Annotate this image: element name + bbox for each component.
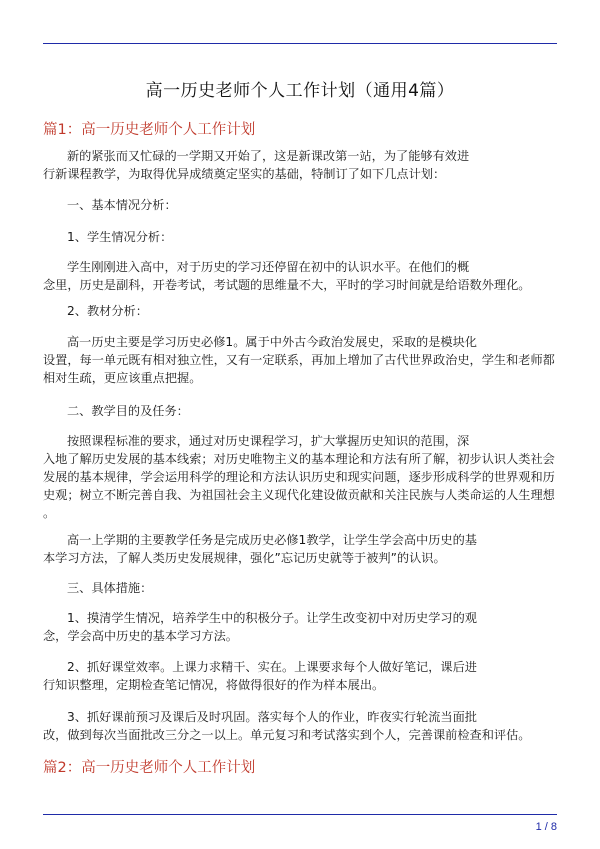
paragraph-tasks [43,531,557,567]
text-line: 念，学会高中历史的基本学习方法。 [43,629,238,643]
text-line: 三、具体措施： [67,581,153,595]
text-line: 高一上学期的主要教学任务是完成历史必修1教学，让学生学会高中历史的基 [67,533,477,547]
paragraph-students [43,258,557,294]
page-indicator: 1 / 8 [535,821,557,833]
heading-goals [43,402,557,420]
paragraph-measure-2 [43,658,557,694]
footer-rule [43,814,557,815]
paragraph-materials [43,333,557,387]
text-line: 本学习方法，了解人类历史发展规律，强化”忘记历史就等于被判”的认识。 [43,551,446,565]
section-1-heading: 篇1：高一历史老师个人工作计划 [43,122,256,138]
document-title: 高一历史老师个人工作计划（通用4篇） [145,81,455,101]
text-line: 2、抓好课堂效率。上课力求精干、实在。上课要求每个人做好笔记，课后进 [67,660,477,674]
text-line: 1、学生情况分析： [67,230,173,244]
text-line: 。 [43,506,56,520]
text-line: 行知识整理，定期检查笔记情况，将做得很好的作为样本展出。 [43,678,385,692]
text-line: 相对生疏，更应该重点把握。 [43,371,202,385]
heading-student-analysis [43,228,557,246]
text-line: 入地了解历史发展的基本线索；对历史唯物主义的基本理论和方法有所了解，初步认识人类社会 [43,452,555,466]
text-line: 发展的基本规律，学会运用科学的理论和方法认识历史和现实问题，逐步形成科学的世界观和历 [43,470,555,484]
text-line: 设置，每一单元既有相对独立性，又有一定联系，再加上增加了古代世界政治史，学生和老师都 [43,353,555,367]
text-line: 3、抓好课前预习及课后及时巩固。落实每个人的作业，昨夜实行轮流当面批 [67,710,477,724]
text-line: 改，做到每次当面批改三分之一以上。单元复习和考试落实到个人，完善课前检查和评估。 [43,728,531,742]
paragraph-measure-1 [43,609,557,645]
heading-measures [43,579,557,597]
heading-basic-analysis [43,196,557,214]
paragraph-intro [43,147,557,183]
text-line: 1、摸清学生情况，培养学生中的积极分子。让学生改变初中对历史学习的观 [67,611,477,625]
text-line: 高一历史主要是学习历史必修1。属于中外古今政治发展史，采取的是模块化 [67,335,477,349]
text-line: 念里，历史是副科，开卷考试，考试题的思维量不大，平时的学习时间就是给语数外理化。 [43,278,531,292]
text-line: 新的紧张而又忙碌的一学期又开始了，这是新课改第一站，为了能够有效进 [67,149,470,163]
section-2-heading: 篇2：高一历史老师个人工作计划 [43,760,256,776]
paragraph-goals [43,432,557,522]
text-line: 行新课程教学，为取得优异成绩奠定坚实的基础，特制订了如下几点计划： [43,167,446,181]
heading-materials-analysis [43,302,557,320]
text-line: 一、基本情况分析： [67,198,177,212]
header-rule [43,43,557,44]
text-line: 史观；树立不断完善自我、为祖国社会主义现代化建设做贡献和关注民族与人类命运的人生理想 [43,488,555,502]
text-line: 二、教学目的及任务： [67,404,189,418]
text-line: 按照课程标准的要求，通过对历史课程学习，扩大掌握历史知识的范围，深 [67,434,470,448]
text-line: 2、教材分析： [67,304,148,318]
paragraph-measure-3 [43,708,557,744]
text-line: 学生刚刚进入高中，对于历史的学习还停留在初中的认识水平。在他们的概 [67,260,470,274]
